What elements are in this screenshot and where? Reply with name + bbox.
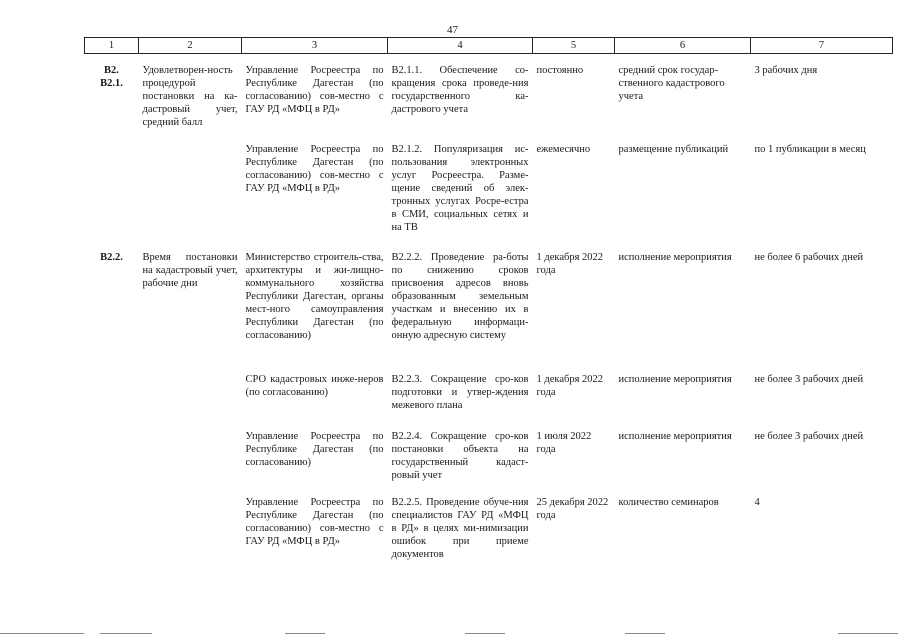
- indicator-cell: [139, 129, 242, 237]
- row-number: [85, 129, 139, 237]
- indicator-cell: [139, 482, 242, 562]
- footer-line: [625, 633, 665, 634]
- row-number: В2.2.: [100, 252, 123, 263]
- footer-line: [0, 633, 84, 634]
- value-cell: не более 3 рабочих дней: [754, 431, 864, 442]
- indicator-cell: [139, 359, 242, 416]
- measure-cell: В2.2.5. Проведение обуче-ния специалистов ГАУ РД «МФЦ в РД» в целях ми-нимизации ошибок при приеме документов: [391, 497, 529, 560]
- footer-line: [100, 633, 152, 634]
- column-header: 2: [139, 38, 242, 54]
- table-row: [85, 359, 893, 416]
- column-header: 1: [85, 38, 139, 54]
- row-number: [85, 482, 139, 562]
- executor-cell: Министерство строитель-ства, архитектуры и жи-лищно-коммунального хозяйства Республики Дагестан, органы мест-ного самоуправления Республики Дагестан (по согласованию): [245, 252, 384, 341]
- footer-line: [285, 633, 325, 634]
- indicator-cell: Время постановки на кадастровый учет, рабочие дни: [142, 252, 238, 289]
- column-header: 4: [388, 38, 533, 54]
- term-cell: постоянно: [536, 65, 584, 76]
- result-cell: исполнение мероприятия: [618, 252, 732, 263]
- table-row: [85, 482, 893, 562]
- row-number: [85, 359, 139, 416]
- term-cell: 1 декабря 2022 года: [536, 252, 604, 276]
- footer-line: [465, 633, 505, 634]
- term-cell: 1 декабря 2022 года: [536, 374, 604, 398]
- executor-cell: Управление Росреестра по Республике Дагестан (по согласованию): [245, 431, 384, 468]
- result-cell: исполнение мероприятия: [618, 431, 732, 442]
- executor-cell: Управление Росреестра по Республике Дагестан (по согласованию) сов-местно с ГАУ РД «МФЦ в РД»: [245, 65, 384, 115]
- term-cell: 1 июля 2022 года: [536, 431, 592, 455]
- measure-cell: В2.2.3. Сокращение сро-ков подготовки и утвер-ждения межевого плана: [391, 374, 529, 411]
- column-header: 5: [533, 38, 615, 54]
- measure-cell: В2.2.2. Проведение ра-боты по снижению сроков присвоения адресов вновь образованным земельным участкам и внесению их в федеральную информаци-онную адресную систему: [391, 252, 529, 341]
- column-header: 7: [751, 38, 893, 54]
- result-cell: средний срок государ-ственного кадастрового учета: [618, 65, 725, 102]
- measures-table: [84, 37, 893, 562]
- column-header: 6: [615, 38, 751, 54]
- row-number: В2. В2.1.: [100, 65, 123, 89]
- measure-cell: В2.2.4. Сокращение сро-ков постановки объекта на государственный кадаст-ровый учет: [391, 431, 529, 481]
- value-cell: 3 рабочих дня: [754, 65, 818, 76]
- value-cell: по 1 публикации в месяц: [754, 144, 866, 155]
- indicator-cell: Удовлетворен-ность процедурой постановки на ка-дастровый учет, средний балл: [142, 65, 238, 128]
- value-cell: не более 6 рабочих дней: [754, 252, 864, 263]
- value-cell: не более 3 рабочих дней: [754, 374, 864, 385]
- result-cell: количество семинаров: [618, 497, 719, 508]
- row-number: [85, 416, 139, 482]
- table-row: [85, 54, 893, 130]
- table-row: [85, 129, 893, 237]
- page-bottom-rule: [0, 633, 905, 637]
- term-cell: 25 декабря 2022 года: [536, 497, 609, 521]
- executor-cell: СРО кадастровых инже-неров (по согласованию): [245, 374, 384, 398]
- column-header: 3: [242, 38, 388, 54]
- table-row: [85, 416, 893, 482]
- result-cell: исполнение мероприятия: [618, 374, 732, 385]
- measure-cell: В2.1.1. Обеспечение со-кращения срока проведе-ния государственного ка-дастрового учета: [391, 65, 529, 115]
- indicator-cell: [139, 416, 242, 482]
- result-cell: размещение публикаций: [618, 144, 729, 155]
- value-cell: 4: [754, 497, 760, 508]
- measure-cell: В2.1.2. Популяризация ис-пользования электронных услуг Росреестра. Разме-щение сведений об элек-тронных услугах Росре-естра в СМИ, социальных сетях и на ТВ: [391, 144, 529, 233]
- term-cell: ежемесячно: [536, 144, 591, 155]
- executor-cell: Управление Росреестра по Республике Дагестан (по согласованию) сов-местно с ГАУ РД «МФЦ в РД»: [245, 497, 384, 547]
- executor-cell: Управление Росреестра по Республике Дагестан (по согласованию) сов-местно с ГАУ РД «МФЦ в РД»: [245, 144, 384, 194]
- footer-line: [838, 633, 898, 634]
- table-row: [85, 237, 893, 359]
- page-number: 47: [447, 24, 458, 36]
- column-number-row: [85, 38, 893, 54]
